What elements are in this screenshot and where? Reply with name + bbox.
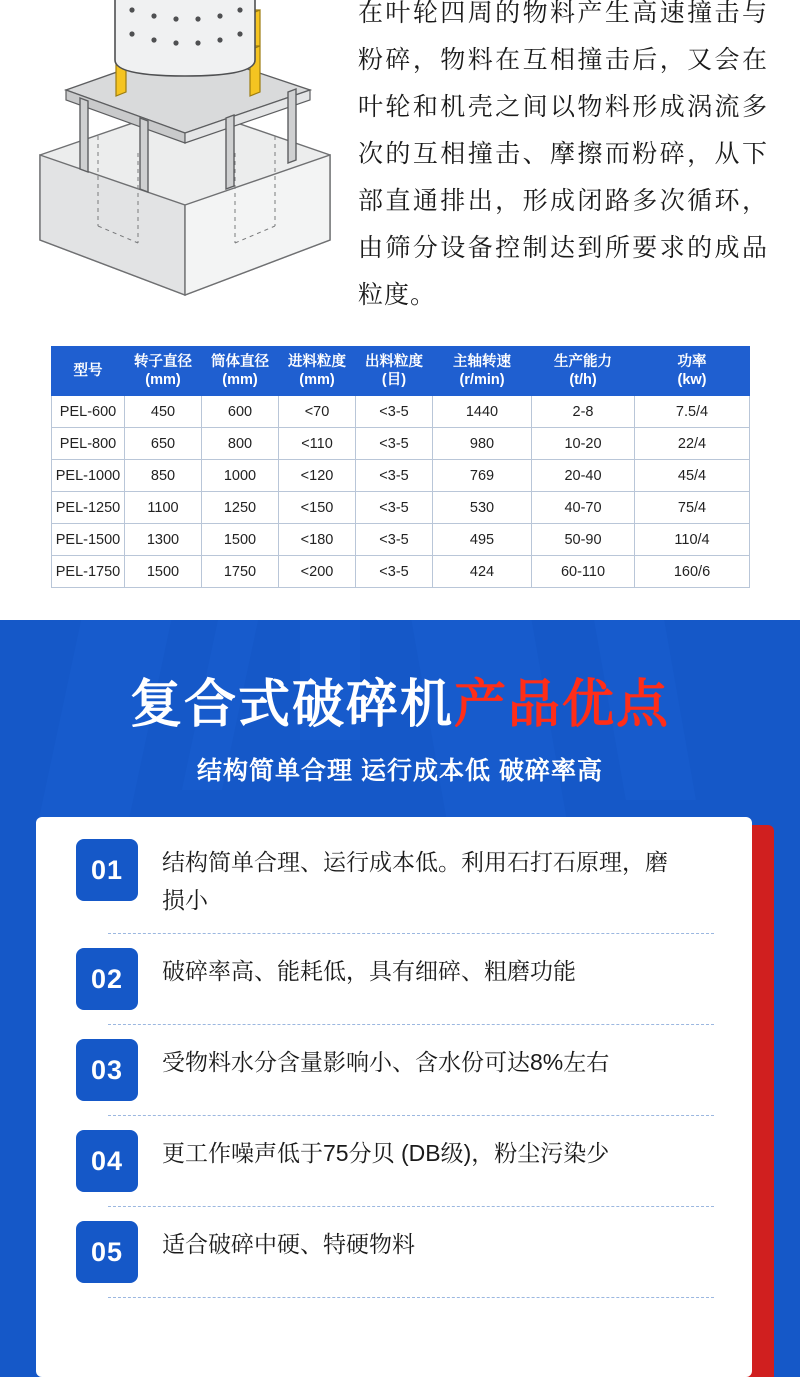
- description-paragraph: 在叶轮四周的物料产生高速撞击与粉碎，物料在互相撞击后，又会在叶轮和机壳之间以物料形成涡流多次的互相撞击、摩擦而粉碎，从下部直通排出，形成闭路多次循环，由筛分设备控制达到所要求的成品粒度。: [358, 0, 768, 309]
- header-line-2: (kw): [677, 372, 707, 388]
- headline-accent: 产品优点: [454, 676, 671, 734]
- header-line-1: 生产能力: [554, 354, 612, 370]
- table-cell: 50-90: [532, 524, 635, 556]
- header-line-1: 出料粒度: [365, 354, 423, 370]
- list-divider: [108, 1297, 714, 1298]
- table-cell: <3-5: [356, 428, 433, 460]
- item-text: 破碎率高、能耗低，具有细碎、粗磨功能: [162, 958, 576, 984]
- table-cell: 450: [125, 396, 202, 428]
- table-cell: 424: [433, 556, 532, 588]
- table-header-cell: [52, 347, 125, 396]
- table-header-cell: [532, 347, 635, 396]
- specification-table-wrapper: [51, 346, 749, 588]
- header-line-2: (r/min): [459, 372, 505, 388]
- table-cell: 600: [202, 396, 279, 428]
- item-number-badge: 05: [76, 1221, 138, 1283]
- header-line-1: 主轴转速: [453, 354, 511, 370]
- header-line-1: 型号: [73, 363, 103, 379]
- table-cell: 1750: [202, 556, 279, 588]
- header-line-2: (mm): [145, 372, 181, 388]
- table-cell: 495: [433, 524, 532, 556]
- table-cell: 800: [202, 428, 279, 460]
- table-cell: 22/4: [635, 428, 750, 460]
- item-text: 受物料水分含量影响小、含水份可达8%左右: [162, 1049, 610, 1075]
- specification-table: [51, 346, 750, 588]
- table-cell: 45/4: [635, 460, 750, 492]
- table-cell: <70: [279, 396, 356, 428]
- header-line-1: 功率: [677, 354, 707, 370]
- header-line-1: 筒体直径: [211, 354, 269, 370]
- header-line-2: (mm): [299, 372, 335, 388]
- table-header-cell: [433, 347, 532, 396]
- table-cell: <150: [279, 492, 356, 524]
- table-cell: 160/6: [635, 556, 750, 588]
- item-number-badge: 03: [76, 1039, 138, 1101]
- table-cell: 1000: [202, 460, 279, 492]
- table-cell: 60-110: [532, 556, 635, 588]
- table-cell: 2-8: [532, 396, 635, 428]
- list-item: [36, 1025, 752, 1115]
- item-text: 更工作噪声低于75分贝 (DB级)，粉尘污染少: [162, 1140, 610, 1166]
- table-cell-model: PEL-600: [52, 396, 125, 428]
- product-description-section: [0, 0, 800, 620]
- advantages-list: [36, 825, 752, 1298]
- table-row: [52, 492, 750, 524]
- table-cell: 1500: [125, 556, 202, 588]
- section-subheadline: 结构简单合理 运行成本低 破碎率高: [197, 757, 603, 785]
- table-header-cell: [202, 347, 279, 396]
- table-cell: 650: [125, 428, 202, 460]
- table-cell: <3-5: [356, 396, 433, 428]
- header-line-2: (mm): [222, 372, 258, 388]
- section-headline: [0, 676, 800, 734]
- table-cell: <3-5: [356, 524, 433, 556]
- table-cell: 1250: [202, 492, 279, 524]
- header-line-2: (t/h): [569, 372, 597, 388]
- table-row: [52, 396, 750, 428]
- table-cell: 769: [433, 460, 532, 492]
- product-advantages-section: [0, 620, 800, 1377]
- list-item: [36, 1207, 752, 1297]
- table-cell: <110: [279, 428, 356, 460]
- table-header-cell: [279, 347, 356, 396]
- table-cell: 7.5/4: [635, 396, 750, 428]
- table-cell: 980: [433, 428, 532, 460]
- table-header-cell: [356, 347, 433, 396]
- table-cell: <180: [279, 524, 356, 556]
- header-line-2: (目): [381, 372, 407, 388]
- table-cell-model: PEL-1250: [52, 492, 125, 524]
- table-row: [52, 428, 750, 460]
- item-number-badge: 04: [76, 1130, 138, 1192]
- table-cell: <3-5: [356, 556, 433, 588]
- crusher-machine-illustration: [20, 0, 350, 320]
- table-cell-model: PEL-1750: [52, 556, 125, 588]
- list-item: [36, 825, 752, 933]
- table-row: [52, 460, 750, 492]
- table-row: [52, 524, 750, 556]
- advantages-card: [36, 817, 752, 1377]
- table-cell: 40-70: [532, 492, 635, 524]
- table-cell: <3-5: [356, 492, 433, 524]
- table-cell: <3-5: [356, 460, 433, 492]
- headline-product-name: 复合式破碎机: [129, 676, 454, 734]
- list-item: [36, 1116, 752, 1206]
- table-cell-model: PEL-800: [52, 428, 125, 460]
- table-cell: 1300: [125, 524, 202, 556]
- table-cell-model: PEL-1000: [52, 460, 125, 492]
- table-header-row: [52, 347, 750, 396]
- table-cell: 1500: [202, 524, 279, 556]
- table-cell: 850: [125, 460, 202, 492]
- table-row: [52, 556, 750, 588]
- table-header-cell: [635, 347, 750, 396]
- header-line-1: 进料粒度: [288, 354, 346, 370]
- item-number-badge: 02: [76, 948, 138, 1010]
- item-text: 适合破碎中硬、特硬物料: [162, 1231, 415, 1257]
- table-cell: 1100: [125, 492, 202, 524]
- table-cell: 20-40: [532, 460, 635, 492]
- table-cell: <200: [279, 556, 356, 588]
- table-header-cell: [125, 347, 202, 396]
- item-number-badge: 01: [76, 839, 138, 901]
- table-cell-model: PEL-1500: [52, 524, 125, 556]
- table-cell: <120: [279, 460, 356, 492]
- list-item: [36, 934, 752, 1024]
- table-cell: 110/4: [635, 524, 750, 556]
- table-cell: 10-20: [532, 428, 635, 460]
- header-line-1: 转子直径: [134, 354, 192, 370]
- item-text: 结构简单合理、运行成本低。利用石打石原理，磨损小: [162, 849, 668, 913]
- table-cell: 75/4: [635, 492, 750, 524]
- table-cell: 1440: [433, 396, 532, 428]
- table-cell: 530: [433, 492, 532, 524]
